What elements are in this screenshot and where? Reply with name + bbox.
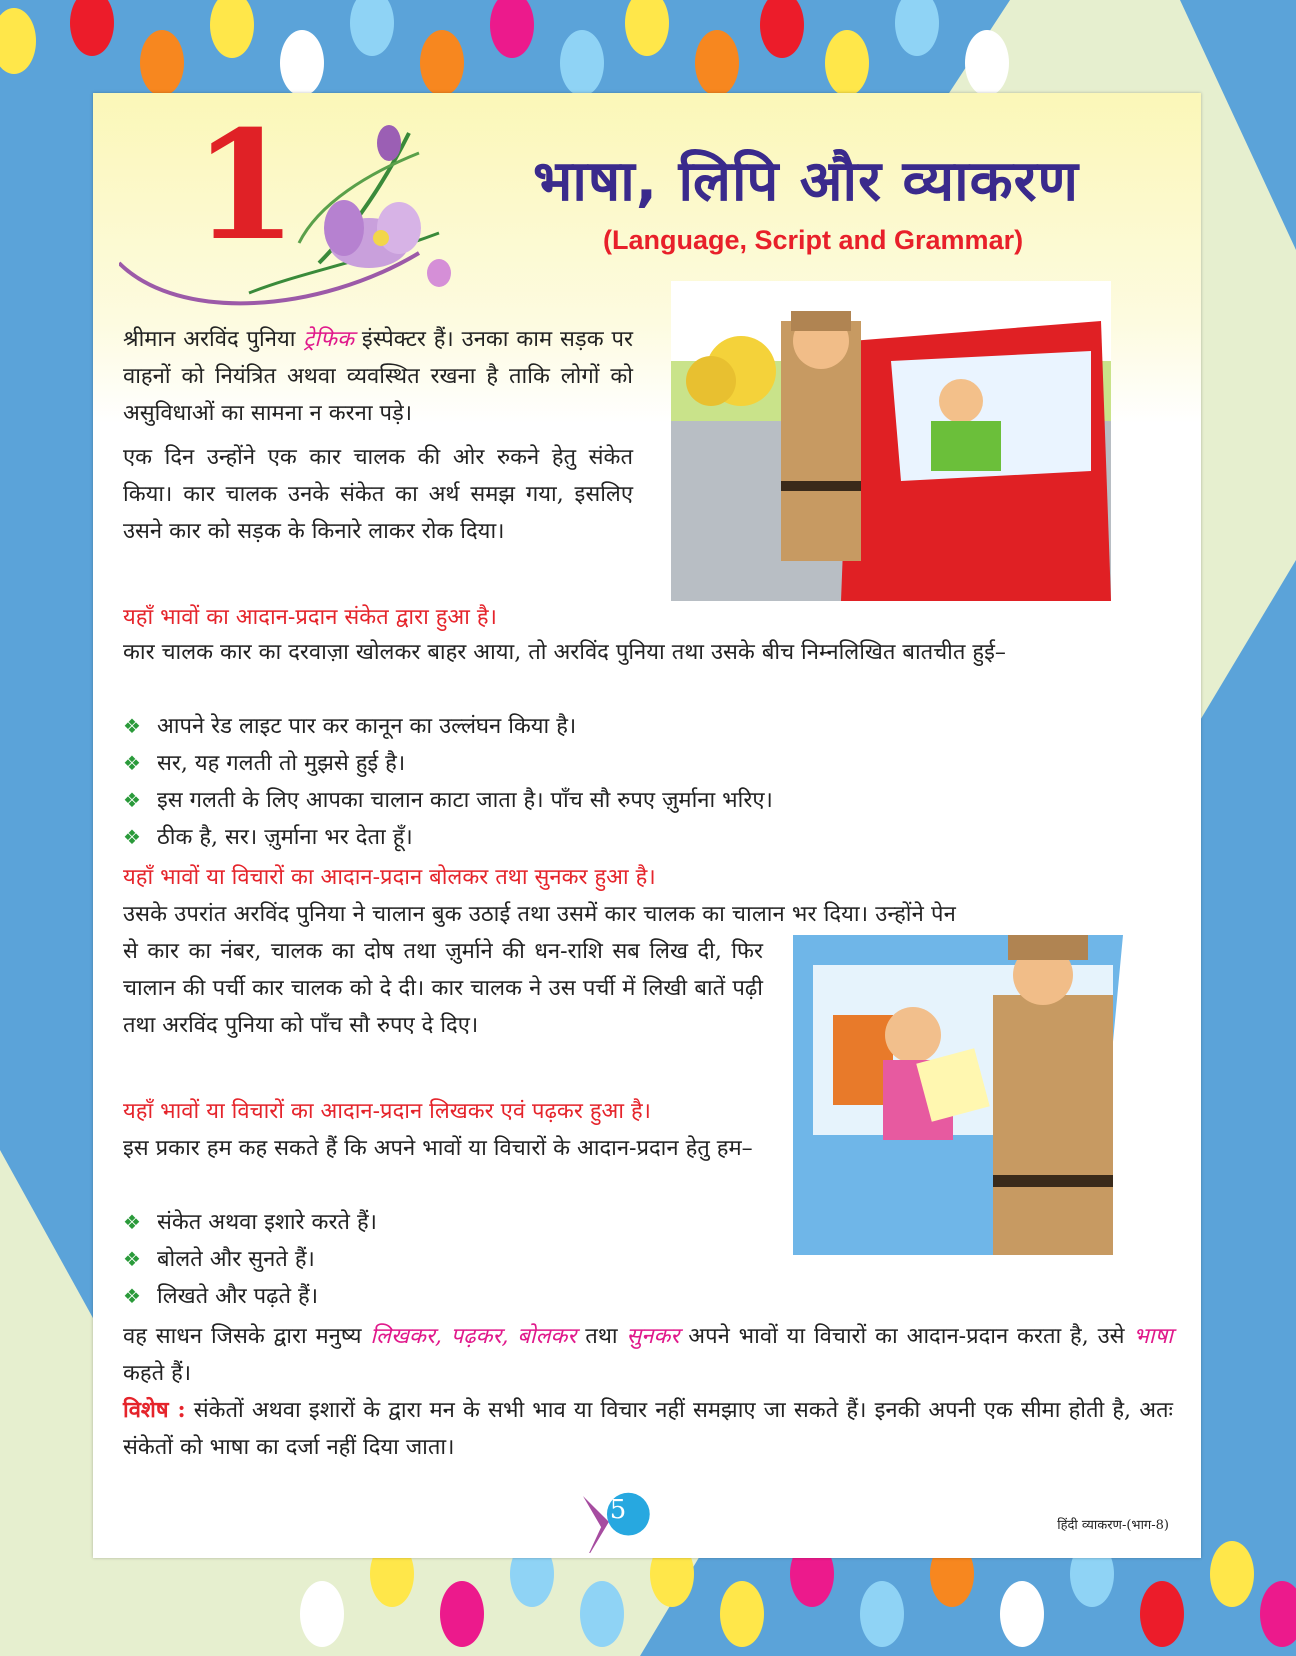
highlight-writing: यहाँ भावों या विचारों का आदान-प्रदान लिखकर एवं पढ़कर हुआ है। bbox=[123, 1099, 651, 1124]
bullet-icon: ❖ bbox=[123, 1247, 141, 1271]
flower-decoration bbox=[119, 98, 479, 313]
bullet-icon: ❖ bbox=[123, 1284, 141, 1308]
bullet-icon: ❖ bbox=[123, 751, 141, 775]
bottom-dots-border bbox=[0, 1561, 1296, 1656]
bullet-icon: ❖ bbox=[123, 714, 141, 738]
bullet-icon: ❖ bbox=[123, 825, 141, 849]
challan-line-1: उसके उपरांत अरविंद पुनिया ने चालान बुक उठाई तथा उसमें कार चालक का चालान भर दिया। उन्होंने पेन bbox=[123, 902, 956, 927]
illustration-officer-car bbox=[671, 281, 1111, 601]
bullet-icon: ❖ bbox=[123, 788, 141, 812]
def-text: अपने भावों या विचारों का आदान-प्रदान करता है, उसे bbox=[679, 1324, 1134, 1349]
bullet-text: आपने रेड लाइट पार कर कानून का उल्लंघन किया है। bbox=[157, 714, 577, 739]
highlight-speaking: यहाँ भावों या विचारों का आदान-प्रदान बोलकर तथा सुनकर हुआ है। bbox=[123, 865, 656, 890]
book-page bbox=[93, 93, 1201, 1558]
def-highlight: लिखकर, पढ़कर, बोलकर bbox=[370, 1324, 577, 1349]
note-text: संकेतों अथवा इशारों के द्वारा मन के सभी भाव या विचार नहीं समझाए जा सकते हैं। इनकी अपनी एक सीमा होती है, अतः संकेतों को भाषा का दर्जा नहीं दिया जाता। bbox=[123, 1398, 1173, 1460]
conversation-intro: कार चालक कार का दरवाज़ा खोलकर बाहर आया, तो अरविंद पुनिया तथा उसके बीच निम्नलिखित बातचीत हुई– bbox=[123, 640, 1006, 665]
traffic-word: ट्रेफिक bbox=[303, 327, 354, 352]
note-label: विशेष : bbox=[123, 1397, 186, 1423]
conversation-bullet-2 bbox=[123, 745, 405, 782]
bullet-text: सर, यह गलती तो मुझसे हुई है। bbox=[157, 751, 406, 776]
intro-text-c: इंस्पेक्टर हैं। उनका काम सड़क पर वाहनों को नियंत्रित अथवा व्यवस्थित रखना है ताकि लोगों को असुविधाओं का सामना न करना पड़े। bbox=[123, 327, 633, 426]
special-note bbox=[123, 1392, 1173, 1466]
language-definition bbox=[123, 1318, 1173, 1392]
page-number: 5 bbox=[609, 1495, 627, 1525]
conversation-bullet-3 bbox=[123, 782, 773, 819]
conversation-bullet-1 bbox=[123, 708, 576, 745]
def-highlight: सुनकर bbox=[626, 1324, 680, 1349]
def-text: तथा bbox=[576, 1324, 627, 1349]
intro-paragraph-2: एक दिन उन्होंने एक कार चालक की ओर रुकने हेतु संकेत किया। कार चालक उनके संकेत का अर्थ समझ गया, इसलिए उसने कार को सड़क के किनारे लाकर रोक दिया। bbox=[123, 445, 633, 544]
bullet-text: ठीक है, सर। ज़ुर्माना भर देता हूँ। bbox=[157, 825, 413, 850]
bullet-text: इस गलती के लिए आपका चालान काटा जाता है। पाँच सौ रुपए ज़ुर्माना भरिए। bbox=[157, 788, 773, 813]
chapter-number: 1 bbox=[193, 98, 298, 274]
book-footer: हिंदी व्याकरण-(भाग-8) bbox=[1057, 1518, 1169, 1533]
bullet-text: बोलते और सुनते हैं। bbox=[157, 1247, 315, 1272]
def-text: वह साधन जिसके द्वारा मनुष्य bbox=[123, 1324, 371, 1349]
conversation-bullet-4 bbox=[123, 819, 413, 856]
summary-paragraph: इस प्रकार हम कह सकते हैं कि अपने भावों या विचारों के आदान-प्रदान हेतु हम– bbox=[123, 1136, 753, 1161]
def-text: कहते हैं। bbox=[123, 1361, 192, 1386]
means-bullet-1 bbox=[123, 1204, 377, 1241]
illustration-officer-writing bbox=[793, 935, 1193, 1255]
chapter-title-english: (Language, Script and Grammar) bbox=[603, 225, 1024, 255]
bullet-text: संकेत अथवा इशारे करते हैं। bbox=[157, 1210, 377, 1235]
def-highlight-language: भाषा bbox=[1133, 1324, 1173, 1349]
bullet-text: लिखते और पढ़ते हैं। bbox=[157, 1284, 319, 1309]
bullet-icon: ❖ bbox=[123, 1210, 141, 1234]
top-dots-border bbox=[0, 0, 1296, 95]
means-bullet-3 bbox=[123, 1278, 318, 1315]
means-bullet-2 bbox=[123, 1241, 315, 1278]
intro-paragraph-1 bbox=[123, 321, 633, 432]
intro-text-a: श्रीमान अरविंद पुनिया bbox=[123, 327, 304, 352]
challan-paragraph: से कार का नंबर, चालक का दोष तथा ज़ुर्माने की धन-राशि सब लिख दी, फिर चालान की पर्ची कार चालक को दे दी। कार चालक ने उस पर्ची में लिखी बातें पढ़ी तथा अरविंद पुनिया को पाँच सौ रुपए दे दिए। bbox=[123, 939, 763, 1038]
chapter-title-hindi: भाषा, लिपि और व्याकरण bbox=[533, 149, 1080, 214]
highlight-signs: यहाँ भावों का आदान-प्रदान संकेत द्वारा हुआ है। bbox=[123, 605, 497, 630]
